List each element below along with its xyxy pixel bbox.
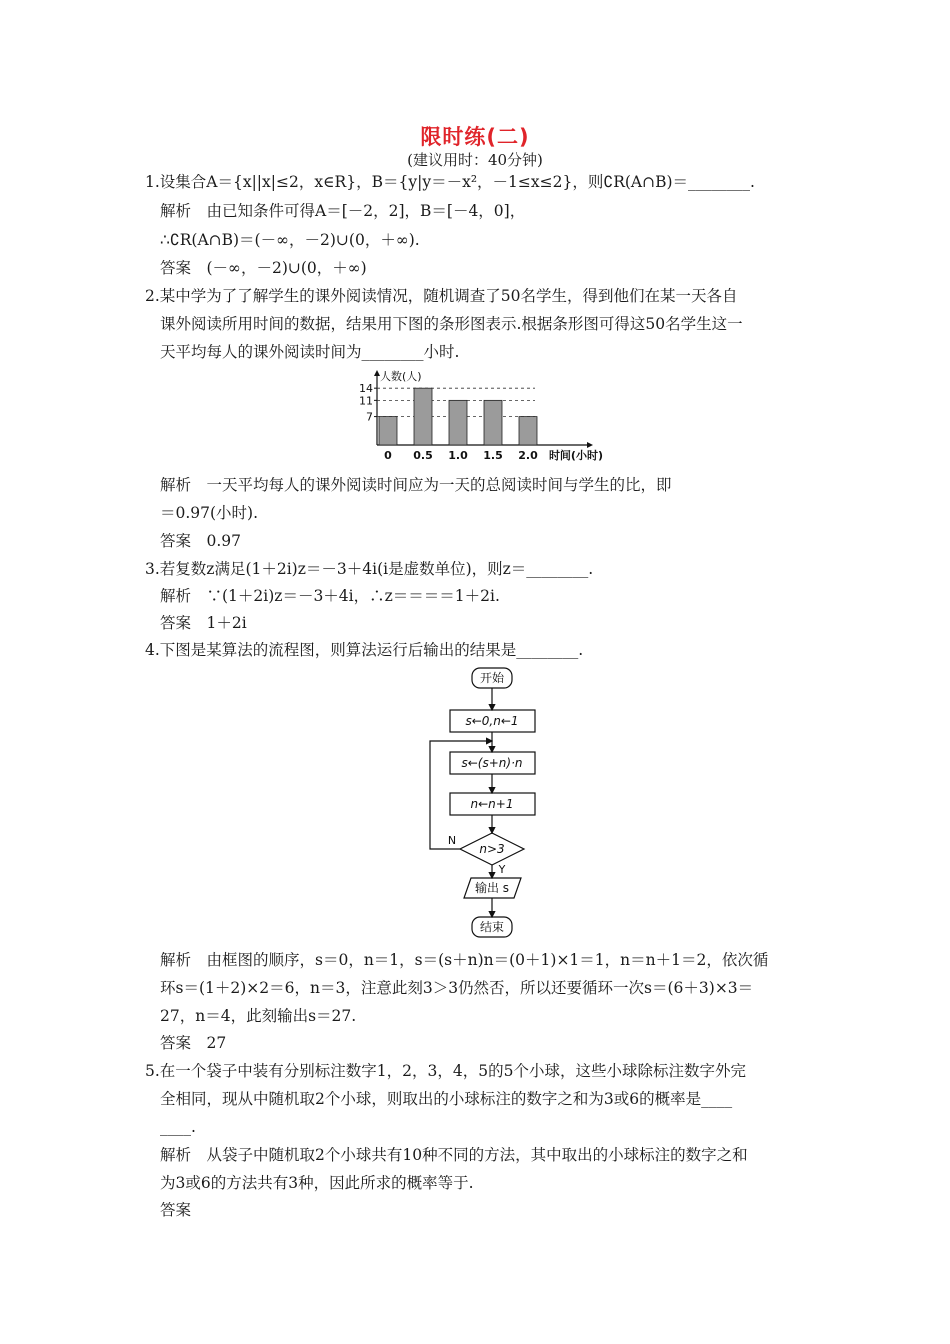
q3-stem: 3.若复数z满足(1＋2i)z＝－3＋4i(i是虚数单位)，则z＝________. xyxy=(145,560,594,578)
x-tick-label: 1.5 xyxy=(483,449,503,462)
q4-analysis-1: 解析 由框图的顺序，s＝0，n＝1，s＝(s＋n)n＝(0＋1)×1＝1，n＝n＋1＝2，依次循 xyxy=(160,951,769,969)
q5-analysis-2: 为3或6的方法共有3种，因此所求的概率等于. xyxy=(160,1174,474,1192)
q3-answer: 答案 1＋2i xyxy=(160,614,247,632)
flow-output-label: 输出 s xyxy=(474,881,510,895)
q4-stem: 4.下图是某算法的流程图，则算法运行后输出的结果是________. xyxy=(145,641,584,659)
y-tick-label: 7 xyxy=(366,410,373,424)
bar-0.5 xyxy=(414,388,432,445)
bar-chart xyxy=(355,368,605,468)
bar-2.0 xyxy=(519,417,537,445)
q2-stem-2: 课外阅读所用时间的数据，结果用下图的条形图表示.根据条形图可得这50名学生这一 xyxy=(160,315,743,333)
flow-yes-label: Y xyxy=(498,863,506,876)
flow-update-s-label: s←(s+n)·n xyxy=(461,756,523,770)
q2-answer: 答案 0.97 xyxy=(160,532,242,550)
x-axis-arrow xyxy=(587,442,593,448)
flowchart xyxy=(420,664,550,944)
flow-end-label: 结束 xyxy=(479,920,505,934)
flow-update-n-label: n←n+1 xyxy=(470,797,514,811)
q2-analysis-2: ＝0.97(小时). xyxy=(160,504,259,522)
y-axis-label: 人数(人) xyxy=(380,370,422,383)
q1-analysis: 解析 由已知条件可得A＝[－2，2]，B＝[－4，0]， xyxy=(160,202,526,220)
q3-analysis: 解析 ∵(1＋2i)z＝－3＋4i，∴z＝＝＝＝1＋2i. xyxy=(160,587,500,605)
page-title: 限时练(二) xyxy=(420,125,530,149)
bar-1.5 xyxy=(484,400,502,445)
flow-start-label: 开始 xyxy=(479,671,505,685)
bar-0 xyxy=(379,417,397,445)
x-tick-label: 0.5 xyxy=(413,449,433,462)
q2-stem-1: 2.某中学为了了解学生的课外阅读情况，随机调查了50名学生，得到他们在某一天各自 xyxy=(145,287,738,305)
flow-cond-label: n>3 xyxy=(479,842,505,856)
q5-stem-2: 全相同，现从中随机取2个小球，则取出的小球标注的数字之和为3或6的概率是____ xyxy=(160,1090,733,1108)
flow-no-label: N xyxy=(447,834,457,847)
x-tick-label: 2.0 xyxy=(518,449,538,462)
x-tick-label: 0 xyxy=(384,449,392,462)
y-tick-label: 11 xyxy=(359,394,373,408)
q4-analysis-2: 环s＝(1＋2)×2＝6，n＝3，注意此刻3＞3仍然否，所以还要循环一次s＝(6＋3)×3＝ xyxy=(160,979,754,997)
q4-analysis-3: 27，n＝4，此刻输出s＝27. xyxy=(160,1007,357,1025)
q1-answer: 答案 (－∞，－2)∪(0，＋∞) xyxy=(160,259,367,277)
x-axis-label: 时间(小时) xyxy=(548,449,603,462)
flow-init-label: s←0,n←1 xyxy=(465,714,519,728)
bar-1.0 xyxy=(449,400,467,445)
q1-analysis-2: ∴∁R(A∩B)＝(－∞，－2)∪(0，＋∞). xyxy=(160,231,420,249)
q4-answer: 答案 27 xyxy=(160,1034,227,1052)
q5-answer: 答案 xyxy=(160,1201,192,1219)
y-tick-label: 14 xyxy=(359,382,373,396)
q5-stem-1: 5.在一个袋子中装有分别标注数字1，2，3，4，5的5个小球，这些小球除标注数字外完 xyxy=(145,1062,746,1080)
x-tick-label: 1.0 xyxy=(448,449,468,462)
q5-stem-3: ____. xyxy=(160,1118,196,1136)
q2-analysis: 解析 一天平均每人的课外阅读时间应为一天的总阅读时间与学生的比，即 xyxy=(160,476,672,494)
q5-analysis-1: 解析 从袋子中随机取2个小球共有10种不同的方法，其中取出的小球标注的数字之和 xyxy=(160,1146,748,1164)
page-subtitle: (建议用时：40分钟) xyxy=(407,151,543,169)
q2-stem-3: 天平均每人的课外阅读时间为________小时. xyxy=(160,343,460,361)
q1-stem: 1.设集合A＝{x||x|≤2，x∈R}，B＝{y|y＝－x²，－1≤x≤2}，则∁R(A∩B)＝________. xyxy=(145,173,755,191)
